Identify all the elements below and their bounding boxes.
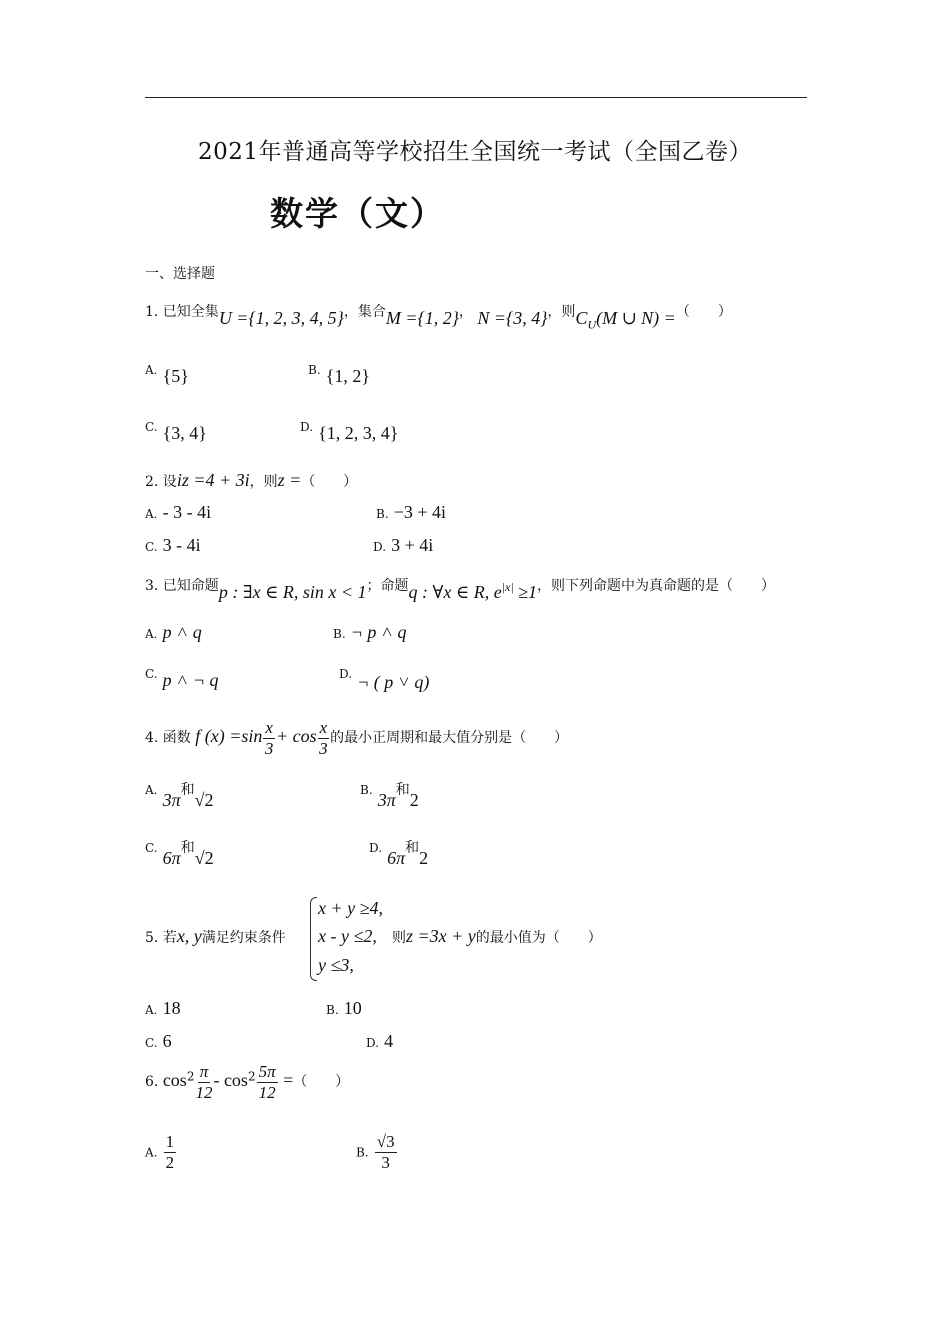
q4-option-d: D. 6π和2 [369,840,429,868]
q3-exponent: |x| [501,580,514,594]
q5-blank: 的最小值为（ ） [475,930,602,946]
question-4 [145,718,568,758]
q3-option-a: A. p ˄ q [145,622,202,642]
question-6: 6. $\cos^2$ $\frac{\pi}{12}$ - $\cos^2$ $\frac{5\pi}{12}$ =（ ） [145,1062,350,1102]
q6-cos-2: - cos [213,1070,248,1091]
top-rule [145,97,807,98]
question-5 [145,926,286,947]
q4-fraction-1: $\frac{x}{3}$ [264,718,274,758]
q2-option-a: A. - 3 - 4i [145,502,212,522]
q4-option-a: A. 3π和√2 [145,782,214,810]
q6-equals: = [283,1070,294,1091]
q1-complement-sub: U [587,317,597,332]
q1-blank: （ ） [675,304,732,320]
q4-function: f (x) =sin [195,726,263,747]
q5-constraint-1: x + y ≥4, [318,898,384,918]
q3-option-c: C. p ˄ ¬ q [145,667,219,690]
q2-option-b: B. −3 + 4i [376,502,447,522]
q1-complement: C [575,308,588,328]
q4-option-c: C. 6π和√2 [145,840,214,868]
q3-proposition-q: q : ∀x ∈ R, e [408,582,502,602]
q1-sep: ，则 [547,304,576,320]
q1-stem: 1. 已知全集 [145,304,219,320]
section-heading: 一、选择题 [145,266,215,282]
question-3 [145,572,776,602]
q6-option-b: B. $\frac{√3}{3}$ [356,1132,395,1172]
q5-variables: x, y [176,926,202,946]
exam-subtitle: 数学（文） [270,194,445,233]
q2-blank: （ ） [301,474,358,490]
q6-option-a: A. $\frac{1}{2}$ [145,1132,175,1172]
q4-cos: + cos [275,726,317,747]
q5-option-a: A. 18 [145,998,181,1018]
q6-cos-1: cos [162,1070,187,1091]
q1-set-u: U ={1, 2, 3, 4, 5} [218,308,344,328]
q6-stem: 6. [145,1074,159,1091]
q6-blank: （ ） [293,1074,350,1091]
q2-stem: 2. 设 [145,474,177,490]
q3-inequality: ≥1 [518,582,538,602]
q5-option-b: B. 10 [326,998,362,1018]
q1-expression: (M ∪ N) = [596,308,676,328]
q4-fraction-2: $\frac{x}{3}$ [319,718,328,758]
q6-fraction-1: $\frac{\pi}{12}$ [195,1062,213,1102]
q1-option-b: B. {1, 2} [308,363,371,386]
q5-option-c: C. 6 [145,1031,172,1051]
q5-stem: 5. 若 [145,930,177,946]
q1-set-n: N ={3, 4} [477,308,548,328]
q2-equation: iz =4 + 3i [176,470,250,490]
q1-sep: ，集合 [343,304,386,320]
q1-set-m: M ={1, 2} [385,308,459,328]
q3-proposition-p: p : ∃x ∈ R, sin x < 1 [218,582,367,602]
q1-option-a: A. {5} [145,363,189,386]
q1-option-d: D. {1, 2, 3, 4} [300,420,399,443]
q5-constraint-label: 满足约束条件 [201,930,286,946]
q5-constraint-2: x - y ≤2, [318,926,377,946]
question-2 [145,470,357,491]
q2-option-c: C. 3 - 4i [145,535,201,555]
q3-blank: ，则下列命题中为真命题的是（ ） [537,578,776,594]
q1-sep: ， [458,304,473,320]
q6-fraction-2: $\frac{5\pi}{12}$ [258,1062,276,1102]
q5-constraint-3: y ≤3, [318,955,354,975]
q3-option-b: B. ¬ p ˄ q [333,622,407,642]
q1-option-c: C. {3, 4} [145,420,207,443]
q3-option-d: D. ¬ ( p ˅ q) [339,667,430,692]
q4-option-b: B. 3π和2 [360,782,419,810]
question-1 [145,300,732,332]
q5-objective: 则z =3x + y的最小值为（ ） [392,926,602,946]
q2-option-d: D. 3 + 4i [373,535,434,555]
q5-objective-function: z =3x + y [406,926,476,946]
q4-stem: 4. 函数 [145,730,191,747]
q3-sep: ；命题 [366,578,409,594]
q2-sep: ，则 [249,474,278,490]
constraint-brace [310,897,317,981]
q5-option-d: D. 4 [366,1031,394,1051]
q3-stem: 3. 已知命题 [145,578,219,594]
q4-blank: 的最小正周期和最大值分别是（ ） [330,730,569,747]
exam-title: 2021年普通高等学校招生全国统一考试（全国乙卷） [197,139,753,165]
q2-unknown: z = [277,470,302,490]
